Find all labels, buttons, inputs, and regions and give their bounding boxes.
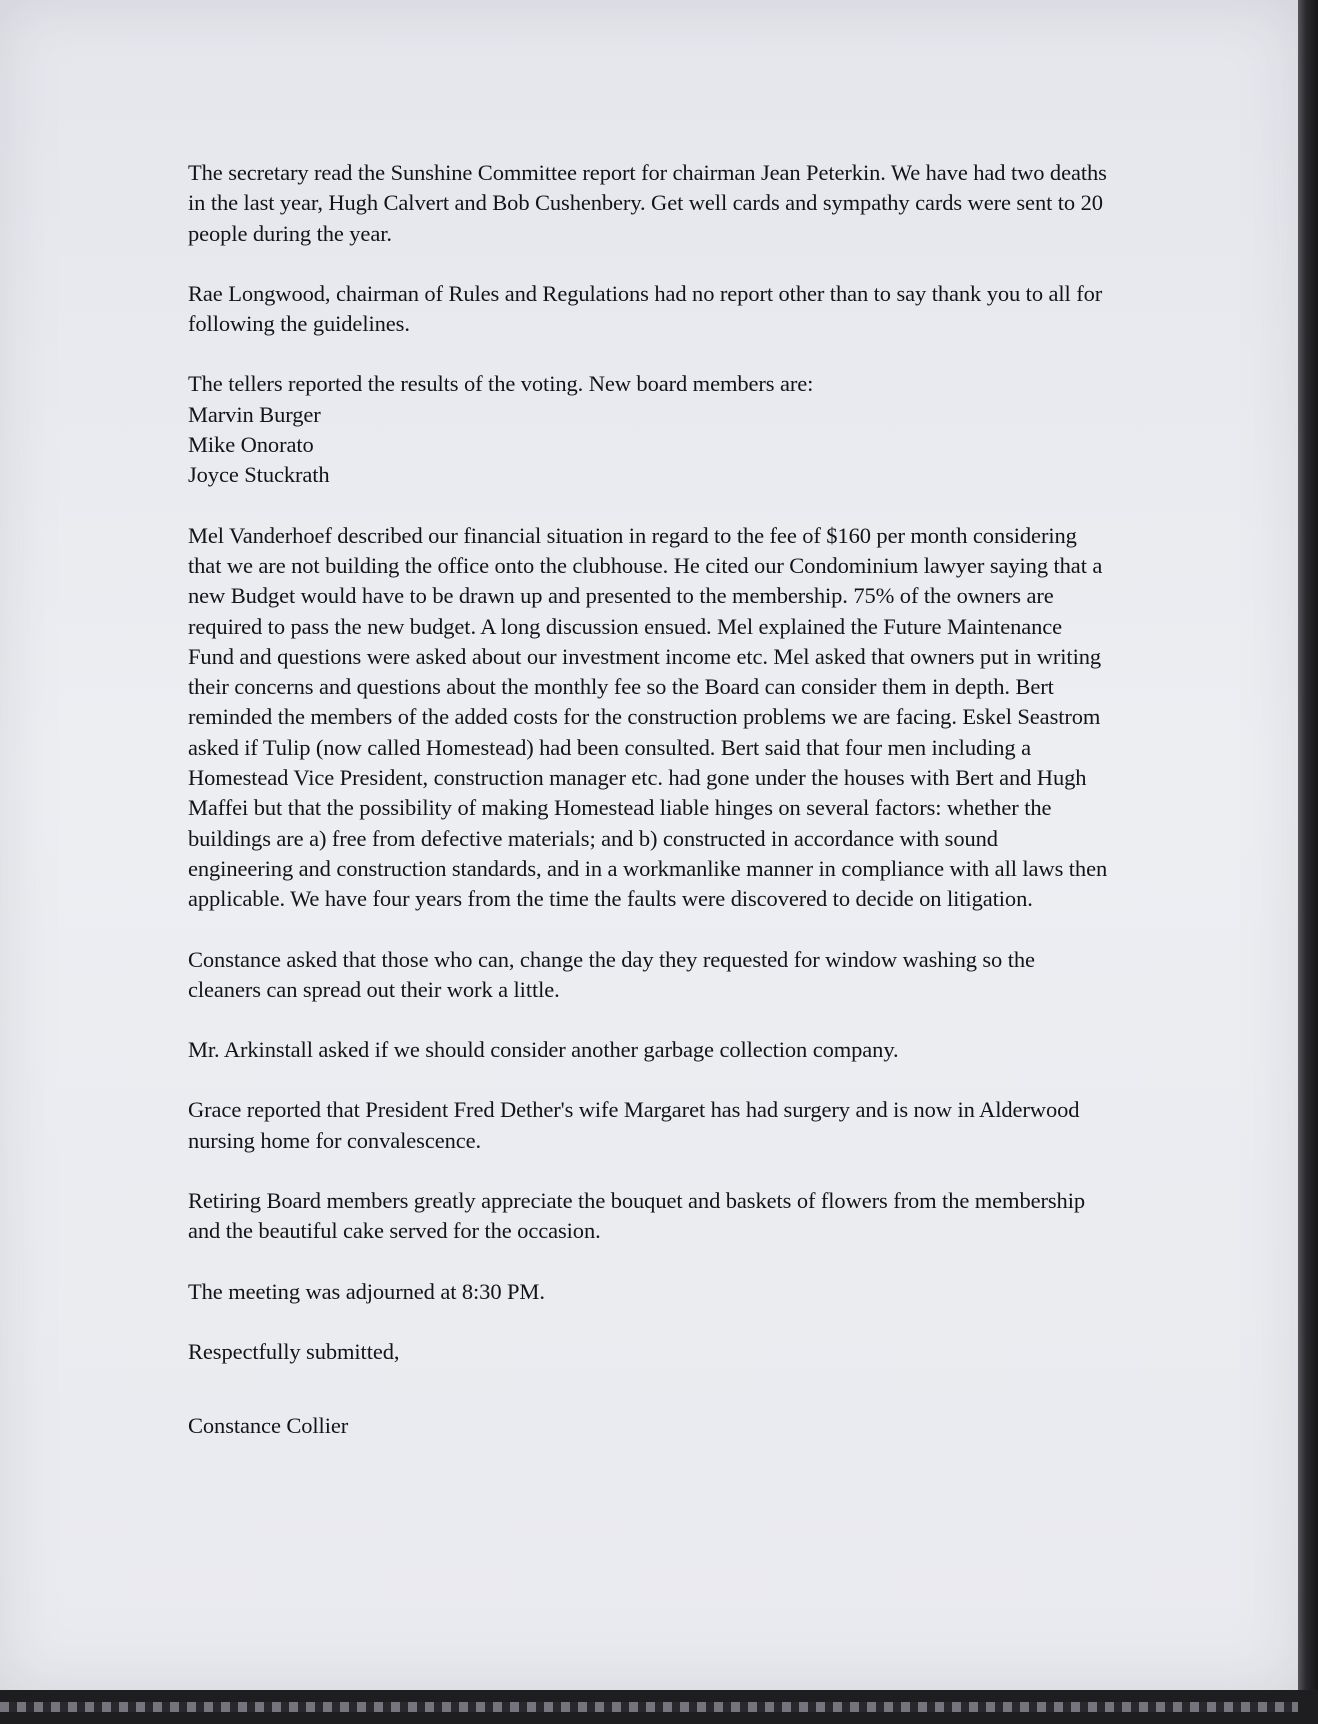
- board-member-name: Joyce Stuckrath: [188, 462, 330, 488]
- financial-situation-paragraph: Mel Vanderhoef described our financial situation in regard to the fee of $160 per month considering that we are not building the office onto the clubhouse. He cited our Condominium lawyer saying that a new Budget would have to be drawn up and presented to the membership. 75% of the owners are required to pass the new budget. A long discussion ensued. Mel explained the Future Maintenance Fund and questions were asked about our investment income etc. Mel asked that owners put in writing their concerns and questions about the monthly fee so the Board can consider them in depth. Bert reminded the members of the added costs for the construction problems we are facing. Eskel Seastrom asked if Tulip (now called Homestead) had been consulted. Bert said that four men including a Homestead Vice President, construction manager etc. had gone under the houses with Bert and Hugh Maffei but that the possibility of making Homestead liable hinges on several factors: whether the buildings are a) free from defective materials; and b) constructed in accordance with sound engineering and construction standards, and in a workmanlike manner in compliance with all laws then applicable. We have four years from the time the faults were discovered to decide on litigation.: [188, 522, 1108, 912]
- garbage-collection-paragraph: Mr. Arkinstall asked if we should consider another garbage collection company.: [188, 1037, 899, 1063]
- window-washing-paragraph: Constance asked that those who can, change the day they requested for window washing so the cleaners can spread out their work a little.: [188, 946, 1035, 1002]
- adjournment-paragraph: The meeting was adjourned at 8:30 PM.: [188, 1278, 545, 1304]
- perforated-strip: [0, 1702, 1298, 1712]
- binder-edge-right: [1298, 0, 1318, 1724]
- tellers-paragraph: The tellers reported the results of the voting. New board members are:: [188, 371, 814, 397]
- signature-name: Constance Collier: [188, 1413, 349, 1439]
- board-member-name: Marvin Burger: [188, 401, 321, 427]
- new-board-members-list: [188, 400, 1108, 491]
- closing-salutation: Respectfully submitted,: [188, 1338, 400, 1364]
- rules-regulations-paragraph: Rae Longwood, chairman of Rules and Regulations had no report other than to say thank you to all for following the guidelines.: [188, 280, 1103, 337]
- meeting-minutes-body: [188, 158, 1108, 1442]
- sunshine-committee-paragraph: The secretary read the Sunshine Committee report for chairman Jean Peterkin. We have had two deaths in the last year, Hugh Calvert and Bob Cushenbery. Get well cards and sympathy cards were sent to 20 people during the year.: [188, 160, 1107, 246]
- board-member-name: Mike Onorato: [188, 432, 314, 458]
- surgery-report-paragraph: Grace reported that President Fred Dether's wife Margaret has had surgery and is now in Alderwood nursing home for convalescence.: [188, 1097, 1080, 1153]
- flowers-appreciation-paragraph: Retiring Board members greatly appreciate the bouquet and baskets of flowers from the membership and the beautiful cake served for the occasion.: [188, 1188, 1085, 1244]
